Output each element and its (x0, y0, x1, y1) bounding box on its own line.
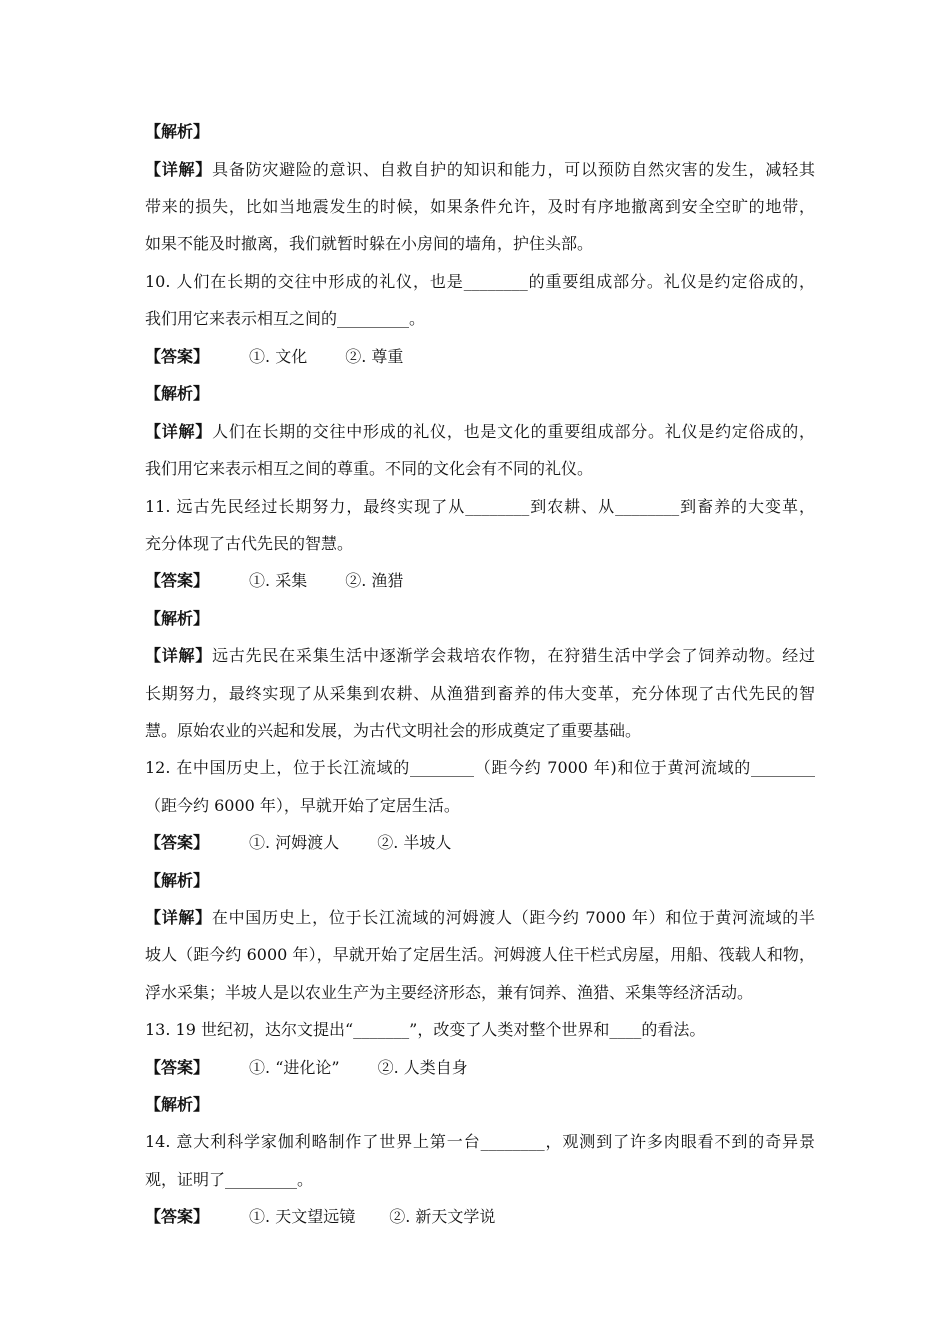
answer-item-1: ①. “进化论” (249, 1058, 340, 1077)
explanation-line: 坡人（距今约 6000 年），早就开始了定居生活。河姆渡人住干栏式房屋，用船、筏载人和物， (145, 945, 815, 964)
question-11-line: 11. 远古先民经过长期努力，最终实现了从________到农耕、从________到畜养的大变革， (145, 497, 815, 516)
answer-item-2: ②. 半坡人 (377, 833, 452, 852)
explanation-label: 【详解】 (145, 908, 212, 927)
analysis-heading: 【解析】 (145, 871, 210, 890)
answer-item-2: ②. 尊重 (345, 347, 404, 366)
explanation-label: 【详解】 (145, 160, 213, 179)
question-10-line: 10. 人们在长期的交往中形成的礼仪，也是________的重要组成部分。礼仪是约定俗成的， (145, 272, 815, 291)
question-14-line: 14. 意大利科学家伽利略制作了世界上第一台________，观测到了许多肉眼看不到的奇异景 (145, 1132, 815, 1151)
answer-line (145, 1053, 815, 1083)
answer-label: 【答案】 (145, 833, 210, 852)
explanation-line (145, 155, 815, 185)
answer-line (145, 342, 815, 372)
answer-line (145, 828, 815, 858)
answer-item-2: ②. 新天文学说 (389, 1207, 496, 1226)
explanation-line: 慧。原始农业的兴起和发展，为古代文明社会的形成奠定了重要基础。 (145, 721, 642, 740)
question-11-line: 充分体现了古代先民的智慧。 (145, 534, 354, 553)
answer-label: 【答案】 (145, 1207, 210, 1226)
explanation-label: 【详解】 (145, 646, 213, 665)
answer-item-1: ①. 文化 (249, 347, 308, 366)
question-10-line: 我们用它来表示相互之间的_________。 (145, 309, 426, 328)
answer-item-1: ①. 天文望远镜 (249, 1207, 356, 1226)
explanation-text: 人们在长期的交往中形成的礼仪，也是文化的重要组成部分。礼仪是约定俗成的， (212, 422, 815, 441)
analysis-heading: 【解析】 (145, 609, 210, 628)
analysis-heading: 【解析】 (145, 384, 210, 403)
explanation-text: 远古先民在采集生活中逐渐学会栽培农作物，在狩猎生活中学会了饲养动物。经过 (212, 646, 815, 665)
explanation-text: 具备防灾避险的意识、自救自护的知识和能力，可以预防自然灾害的发生，减轻其 (212, 160, 815, 179)
explanation-line (145, 417, 815, 447)
answer-label: 【答案】 (145, 347, 210, 366)
answer-label: 【答案】 (145, 1058, 210, 1077)
answer-item-2: ②. 人类自身 (377, 1058, 468, 1077)
answer-line (145, 1202, 815, 1232)
answer-item-2: ②. 渔猎 (345, 571, 404, 590)
answer-item-1: ①. 采集 (249, 571, 308, 590)
explanation-text: 在中国历史上，位于长江流域的河姆渡人（距今约 7000 年）和位于黄河流域的半 (211, 908, 815, 927)
explanation-line: 长期努力，最终实现了从采集到农耕、从渔猎到畜养的伟大变革，充分体现了古代先民的智 (145, 684, 815, 703)
analysis-heading: 【解析】 (145, 122, 210, 141)
explanation-line: 如果不能及时撤离，我们就暂时躲在小房间的墙角，护住头部。 (145, 234, 594, 253)
question-13-line: 13. 19 世纪初，达尔文提出“_______”，改变了人类对整个世界和____的看法。 (145, 1020, 706, 1039)
explanation-line: 带来的损失，比如当地震发生的时候，如果条件允许，及时有序地撤离到安全空旷的地带， (145, 197, 815, 216)
question-12-line: （距今约 6000 年），早就开始了定居生活。 (145, 796, 460, 815)
answer-line (145, 566, 815, 596)
answer-label: 【答案】 (145, 571, 210, 590)
question-12-line: 12. 在中国历史上，位于长江流域的________（距今约 7000 年)和位于黄河流域的________ (145, 758, 815, 777)
explanation-label: 【详解】 (145, 422, 213, 441)
analysis-heading: 【解析】 (145, 1095, 210, 1114)
explanation-line: 我们用它来表示相互之间的尊重。不同的文化会有不同的礼仪。 (145, 459, 594, 478)
answer-item-1: ①. 河姆渡人 (249, 833, 340, 852)
explanation-line: 浮水采集；半坡人是以农业生产为主要经济形态，兼有饲养、渔猎、采集等经济活动。 (145, 983, 754, 1002)
question-14-line: 观，证明了_________。 (145, 1170, 314, 1189)
explanation-line (145, 641, 815, 671)
explanation-line (145, 903, 815, 933)
